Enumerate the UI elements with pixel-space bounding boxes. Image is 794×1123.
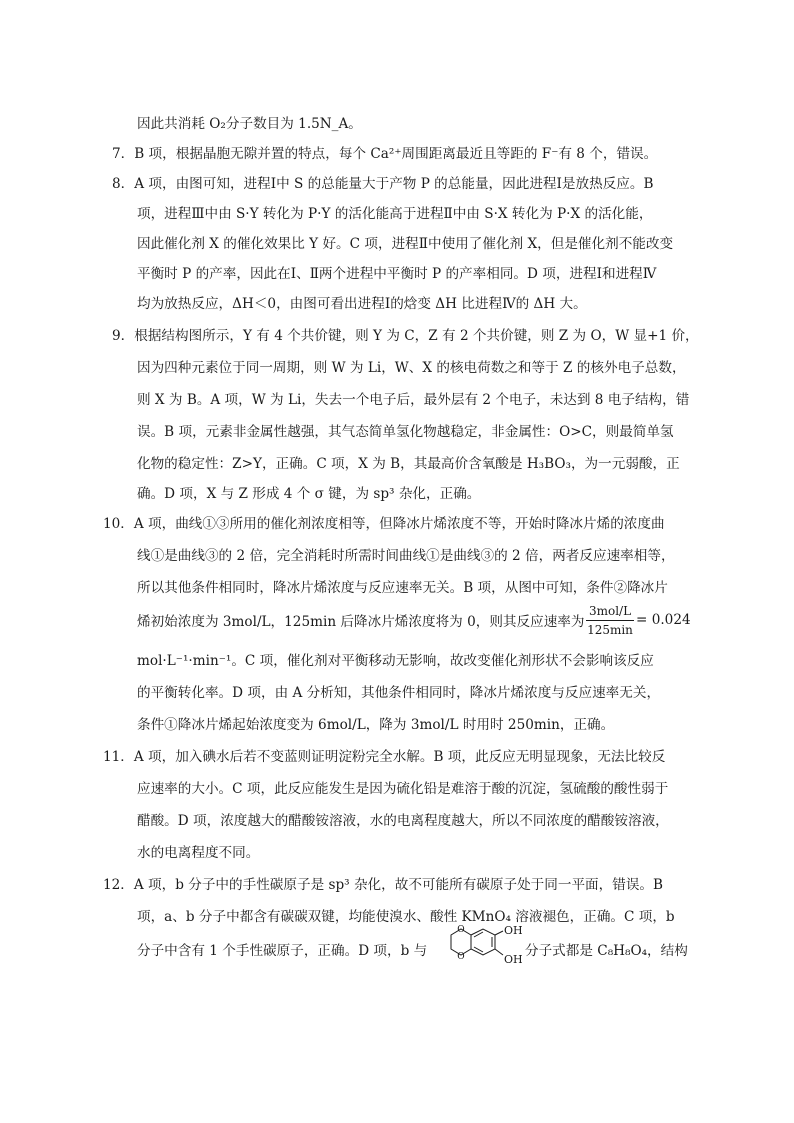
text-line: 所以其他条件相同时，降冰片烯浓度与反应速率无关。B 项，从图中可知，条件②降冰片 <box>137 580 668 596</box>
answer-10: 10．A 项，曲线①③所用的催化剂浓度相等，但降冰片烯浓度不等，开始时降冰片烯的浓度曲 <box>103 516 665 532</box>
oh-bonds <box>495 931 503 955</box>
text-line: 醋酸。D 项，浓度越大的醋酸铵溶液，水的电离程度越大，所以不同浓度的醋酸铵溶液， <box>137 813 669 829</box>
text-line: 平衡时 P 的产率，因此在Ⅰ、Ⅱ两个进程中平衡时 P 的产率相同。D 项，进程Ⅰ和进程Ⅳ <box>137 266 657 282</box>
text-line: 水的电离程度不同。 <box>137 845 260 861</box>
fraction-numerator: 3mol/L <box>588 604 632 618</box>
text-line: 误。B 项，元素非金属性越强，其气态简单氢化物越稳定，非金属性：O>C，则最简单氢 <box>137 424 674 440</box>
text-line: 分子式都是 C₈H₈O₄，结构 <box>525 943 688 959</box>
text-line: 线①是曲线③的 2 倍，完全消耗时所需时间曲线①是曲线③的 2 倍，两者反应速率相等， <box>137 548 675 564</box>
text-line: 项，a、b 分子中都含有碳碳双键，均能使溴水、酸性 KMnO₄ 溶液褪色，正确。C 项，b <box>137 909 675 925</box>
answer-9: 9．根据结构图所示，Y 有 4 个共价键，则 Y 为 C，Z 有 2 个共价键，则 Z 为 O，W 显+1 价， <box>112 328 699 344</box>
text-line: 分子中含有 1 个手性碳原子，正确。D 项，b 与 <box>137 943 428 959</box>
oh-top-label: OH <box>504 924 523 937</box>
text-line: 烯初始浓度为 3mol/L，125min 后降冰片烯浓度将为 0，则其反应速率为 <box>137 614 585 630</box>
text-line: 应速率的大小。C 项，此反应能发生是因为硫化铅是难溶于酸的沉淀，氢硫酸的酸性弱于 <box>137 781 669 797</box>
fraction-result: = 0.024 <box>636 612 691 628</box>
fraction-bar <box>586 620 634 621</box>
oxygen-bottom: O <box>457 952 465 962</box>
text-line: 条件①降冰片烯起始浓度变为 6mol/L，降为 3mol/L 时用时 250min，正确。 <box>137 717 615 733</box>
text-line: 的平衡转化率。D 项，由 A 分析知，其他条件相同时，降冰片烯浓度与反应速率无关， <box>137 685 661 701</box>
text-line: 因此催化剂 X 的催化效果比 Y 好。C 项，进程Ⅱ中使用了催化剂 X，但是催化剂不能改变 <box>137 236 674 252</box>
answer-11: 11．A 项，加入碘水后若不变蓝则证明淀粉完全水解。B 项，此反应无明显现象，无法比较反 <box>103 749 666 765</box>
text-line: 均为放热反应，ΔH＜0，由图可看出进程Ⅰ的焓变 ΔH 比进程Ⅳ的 ΔH 大。 <box>137 296 587 312</box>
text-line: 因为四种元素位于同一周期，则 W 为 Li，W、X 的核电荷数之和等于 Z 的核外电子总数， <box>137 360 686 376</box>
rate-fraction <box>586 604 634 637</box>
oxygen-top: O <box>457 925 465 935</box>
answer-12: 12．A 项，b 分子中的手性碳原子是 sp³ 杂化，故不可能所有碳原子处于同一平面，错误。B <box>103 877 663 893</box>
benzodioxane-diol-structure <box>431 923 525 973</box>
text-line: 项，进程Ⅲ中由 S·Y 转化为 P·Y 的活化能高于进程Ⅱ中由 S·X 转化为 P·X 的活化能， <box>137 206 653 222</box>
answer-7: 7．B 项，根据晶胞无隙并置的特点，每个 Ca²⁺周围距离最近且等距的 F⁻有 8 个，错误。 <box>112 146 658 162</box>
text-line: 化物的稳定性：Z>Y，正确。C 项，X 为 B，其最高价含氧酸是 H₃BO₃，为一元弱酸，正 <box>137 456 680 472</box>
text-line: 则 X 为 B。A 项，W 为 Li，失去一个电子后，最外层有 2 个电子，未达到 8 电子结构，错 <box>137 392 690 408</box>
fraction-denominator: 125min <box>587 623 633 637</box>
answer-8: 8．A 项，由图可知，进程Ⅰ中 S 的总能量大于产物 P 的总能量，因此进程Ⅰ是放热反应。B <box>112 176 654 192</box>
text-line: mol·L⁻¹·min⁻¹。C 项，催化剂对平衡移动无影响，故改变催化剂形状不会影响该反应 <box>137 653 654 669</box>
benzene-ring <box>471 929 495 955</box>
text-line: 确。D 项，X 与 Z 形成 4 个 σ 键，为 sp³ 杂化，正确。 <box>137 486 481 502</box>
oh-bottom-label: OH <box>504 953 523 966</box>
benzene-double-bonds <box>474 932 492 952</box>
text-line: 因此共消耗 O₂分子数目为 1.5N_A。 <box>137 116 362 132</box>
